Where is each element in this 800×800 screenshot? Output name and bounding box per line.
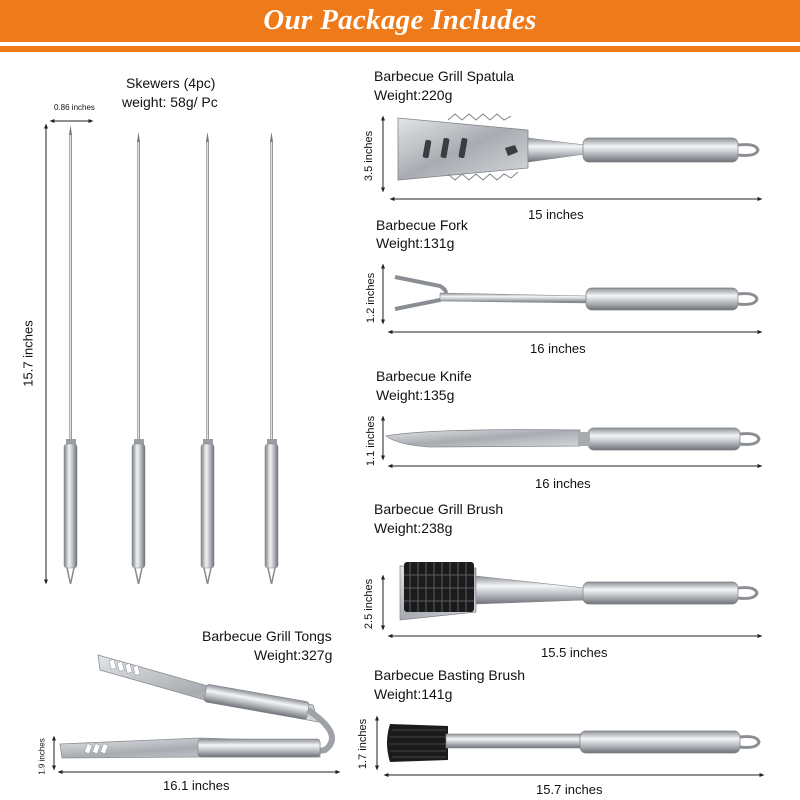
fork-title: Barbecue Fork [376, 217, 468, 233]
fork-illustration [383, 266, 760, 332]
spatula-weight: Weight:220g [374, 87, 453, 103]
tongs-weight: Weight:327g [254, 647, 333, 663]
spatula-height-dimension: 3.5 inches [363, 130, 375, 182]
grill-brush-height-dimension: 2.5 inches [363, 578, 375, 630]
spatula-title: Barbecue Grill Spatula [374, 68, 515, 84]
basting-brush-title: Barbecue Basting Brush [374, 667, 525, 683]
skewers-illustration [46, 121, 278, 584]
grill-brush-weight: Weight:238g [374, 520, 453, 536]
basting-brush-height-dimension: 1.7 inches [357, 718, 369, 770]
grill-brush-title: Barbecue Grill Brush [374, 501, 504, 517]
knife-height-dimension: 1.1 inches [365, 415, 377, 467]
knife-length-dimension: 16 inches [535, 476, 591, 491]
skewers-width-dimension: 0.86 inches [54, 103, 95, 112]
knife-illustration [383, 418, 760, 466]
tongs-height-dimension: 1.9 inches [37, 738, 47, 775]
skewers-weight: weight: 58g/ Pc [122, 94, 218, 110]
basting-brush-length-dimension: 15.7 inches [536, 782, 603, 797]
spatula-illustration [383, 114, 760, 199]
tongs-illustration [54, 655, 338, 772]
basting-brush-illustration [377, 718, 762, 775]
banner-title: Our Package Includes [263, 4, 537, 36]
grill-brush-illustration [383, 562, 760, 636]
skewers-height-dimension: 15.7 inches [20, 320, 36, 387]
tongs-length-dimension: 16.1 inches [163, 778, 230, 793]
grill-brush-length-dimension: 15.5 inches [541, 645, 608, 660]
spatula-length-dimension: 15 inches [528, 207, 584, 222]
knife-weight: Weight:135g [376, 387, 455, 403]
fork-length-dimension: 16 inches [530, 341, 586, 356]
fork-weight: Weight:131g [376, 235, 455, 251]
skewers-title: Skewers (4pc) [126, 75, 216, 91]
fork-height-dimension: 1.2 inches [365, 272, 377, 324]
tongs-title: Barbecue Grill Tongs [202, 628, 332, 644]
basting-brush-weight: Weight:141g [374, 686, 453, 702]
knife-title: Barbecue Knife [376, 368, 472, 384]
